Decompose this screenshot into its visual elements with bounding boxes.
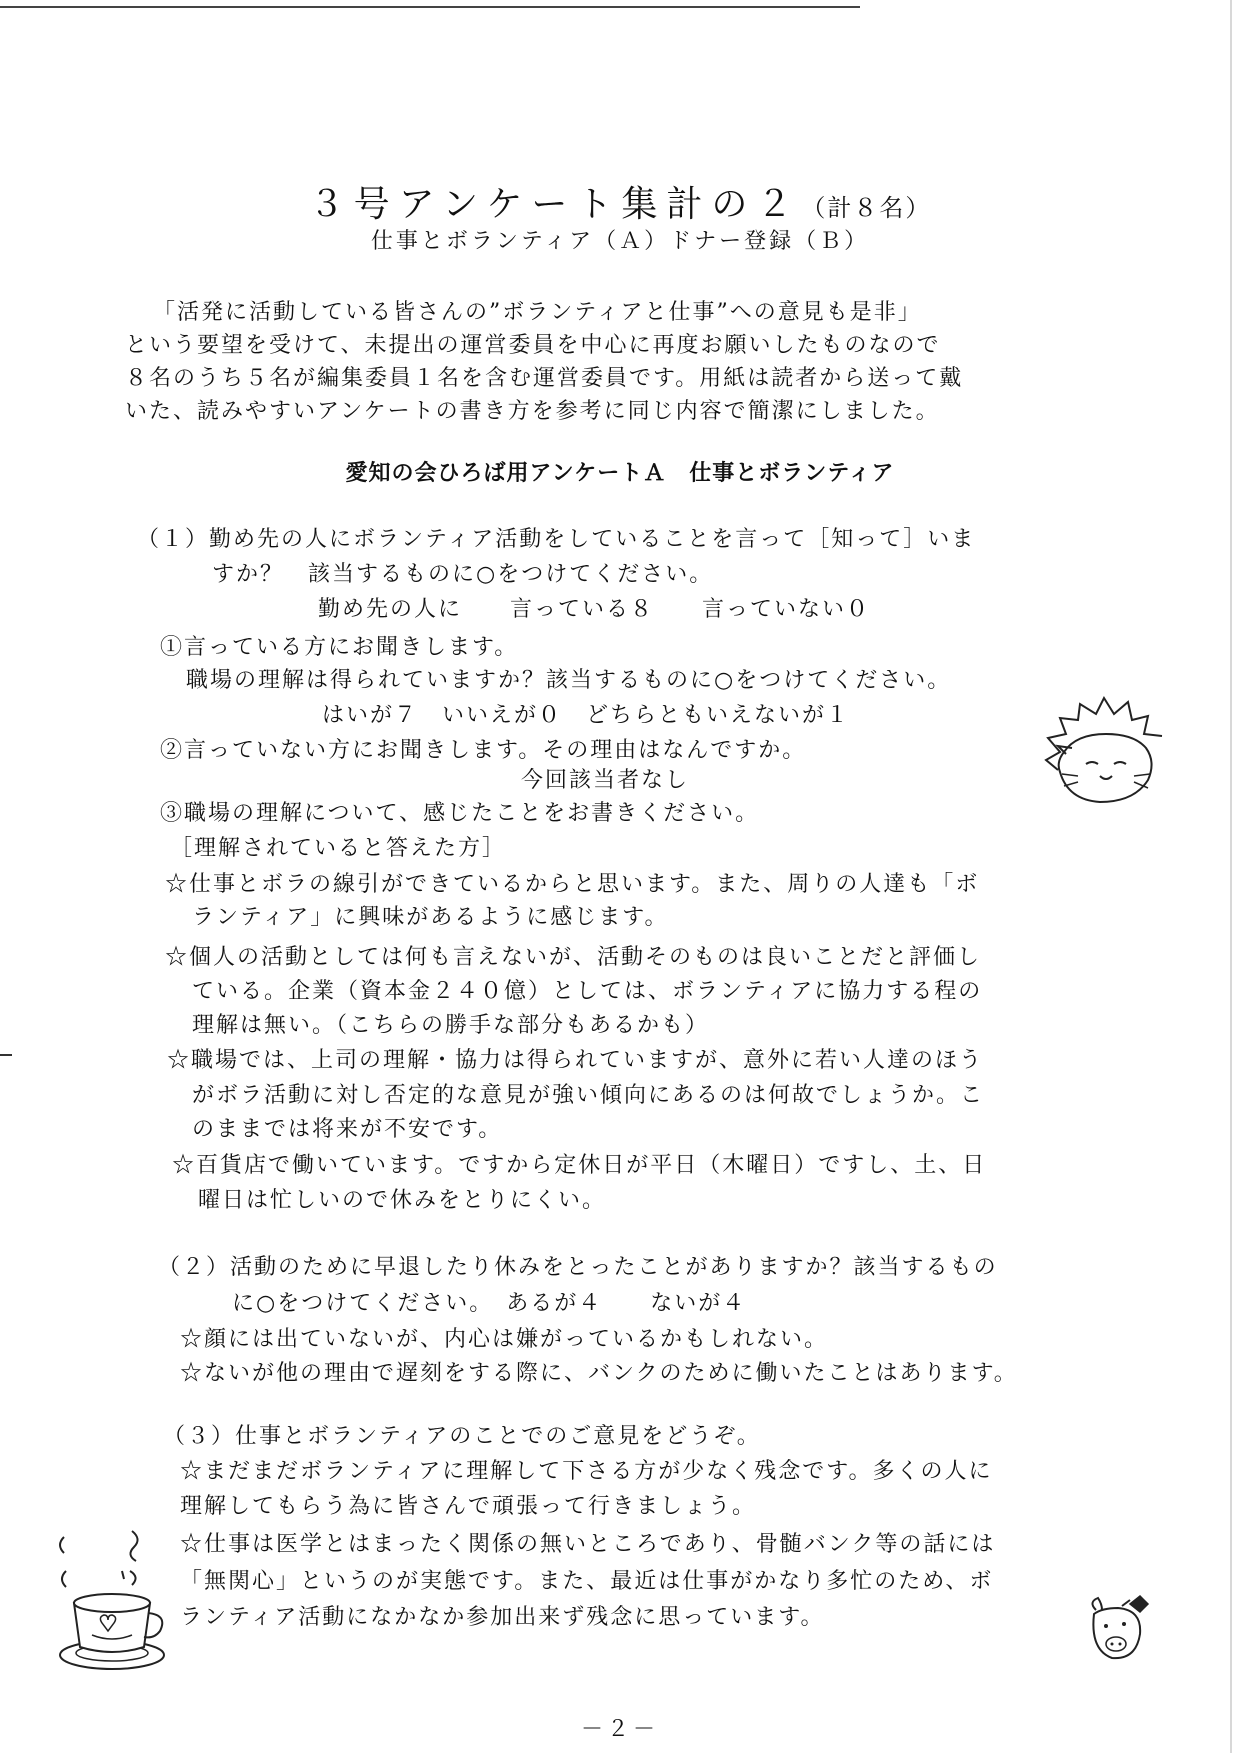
intro-line: いた、読みやすいアンケートの書き方を参考に同じ内容で簡潔にしました。 (125, 399, 940, 424)
q1-sub3-label: ③職場の理解について、感じたことをお書きください。 (160, 801, 760, 826)
q3-question-line: （３）仕事とボランティアのことでのご意見をどうぞ。 (163, 1424, 761, 1449)
q1-comment-line: ☆仕事とボラの線引ができているからと思います。また、周りの人達も「ボ (165, 872, 980, 897)
intro-line: ８名のうち５名が編集委員１名を含む運営委員です。用紙は読者から送って戴 (125, 366, 964, 391)
q2-question-line: に○をつけてください。 あるが４ ないが４ (232, 1291, 747, 1316)
intro-line: という要望を受けて、未提出の運営委員を中心に再度お願いしたものなので (125, 333, 941, 358)
q1-comment-line: 理解は無い。（こちらの勝手な部分もあるかも） (192, 1013, 710, 1038)
page-subtitle: 仕事とボランティア（Ａ）ドナー登録（Ｂ） (370, 229, 870, 254)
scan-right-edge-line (1230, 0, 1232, 1753)
q1-comment-line: ☆個人の活動としては何も言えないが、活動そのものは良いことだと評価し (165, 945, 982, 970)
punch-mark (0, 1054, 12, 1056)
survey-heading: 愛知の会ひろば用アンケートＡ 仕事とボランティア (345, 460, 895, 486)
q1-comment-line: ランティア」に興味があるように感じます。 (192, 905, 669, 930)
cat-face-illustration (1038, 690, 1168, 820)
q3-comment-line: 「無関心」というのが実態です。また、最近は仕事がかなり多忙のため、ボ (180, 1569, 994, 1594)
title-count: （計８名） (801, 194, 932, 222)
q3-comment-line: ☆仕事は医学とはまったく関係の無いところであり、骨髄バンク等の話には (180, 1532, 996, 1557)
q1-sub3-group-label: ［理解されていると答えた方］ (170, 836, 507, 861)
scan-top-edge-line (0, 6, 860, 8)
q3-comment-line: 理解してもらう為に皆さんで頑張って行きましょう。 (180, 1494, 757, 1519)
q1-question-line: （１）勤め先の人にボランティア活動をしていることを言って［知って］いま (137, 527, 976, 552)
coffee-cup-illustration (52, 1525, 177, 1675)
q1-comment-line: ☆職場では、上司の理解・協力は得られていますが、意外に若い人達のほう (167, 1048, 984, 1073)
q1-comment-line: ている。企業（資本金２４０億）としては、ボランティアに協力する程の (192, 979, 983, 1004)
q1-comment-line: 曜日は忙しいので休みをとりにくい。 (198, 1188, 607, 1213)
title-main: ３号アンケート集計の２ (308, 184, 802, 225)
q1-comment-line: がボラ活動に対し否定的な意見が強い傾向にあるのは何故でしょうか。こ (192, 1083, 985, 1108)
q2-question-line: （２）活動のために早退したり休みをとったことがありますか？該当するもの (158, 1255, 998, 1280)
q3-comment-line: ☆まだまだボランティアに理解して下さる方が少なく残念です。多くの人に (180, 1459, 993, 1484)
q1-sub1-answer: はいが７ いいえが０ どちらともいえないが１ (322, 703, 851, 728)
q1-comment-line: のままでは将来が不安です。 (192, 1117, 503, 1142)
intro-line: 「活発に活動している皆さんの”ボランティアと仕事”への意見も是非」 (153, 300, 922, 325)
q1-sub2-answer: 今回該当者なし (521, 768, 690, 793)
q2-comment: ☆顔には出ていないが、内心は嫌がっているかもしれない。 (180, 1327, 829, 1352)
q1-sub1-question: 職場の理解は得られていますか？該当するものに○をつけてください。 (186, 668, 952, 693)
q1-answer: 勤め先の人に 言っている８ 言っていない０ (318, 597, 871, 622)
q2-comment: ☆ないが他の理由で遅刻をする際に、バンクのために働いたことはあります。 (180, 1361, 1018, 1386)
q1-sub1-label: ①言っている方にお聞きします。 (160, 635, 519, 660)
q3-comment-line: ランティア活動になかなか参加出来ず残念に思っています。 (180, 1605, 825, 1630)
page-number: －２－ (580, 1717, 659, 1742)
intro-paragraph (125, 296, 1085, 428)
cow-face-illustration (1082, 1590, 1152, 1665)
q1-comment-line: ☆百貨店で働いています。ですから定休日が平日（木曜日）ですし、土、日 (172, 1153, 987, 1178)
q1-question-line: すか？ 該当するものに○をつけてください。 (212, 562, 714, 587)
page-title (0, 176, 1240, 227)
q1-sub2-label: ②言っていない方にお聞きします。その理由はなんですか。 (160, 738, 807, 763)
